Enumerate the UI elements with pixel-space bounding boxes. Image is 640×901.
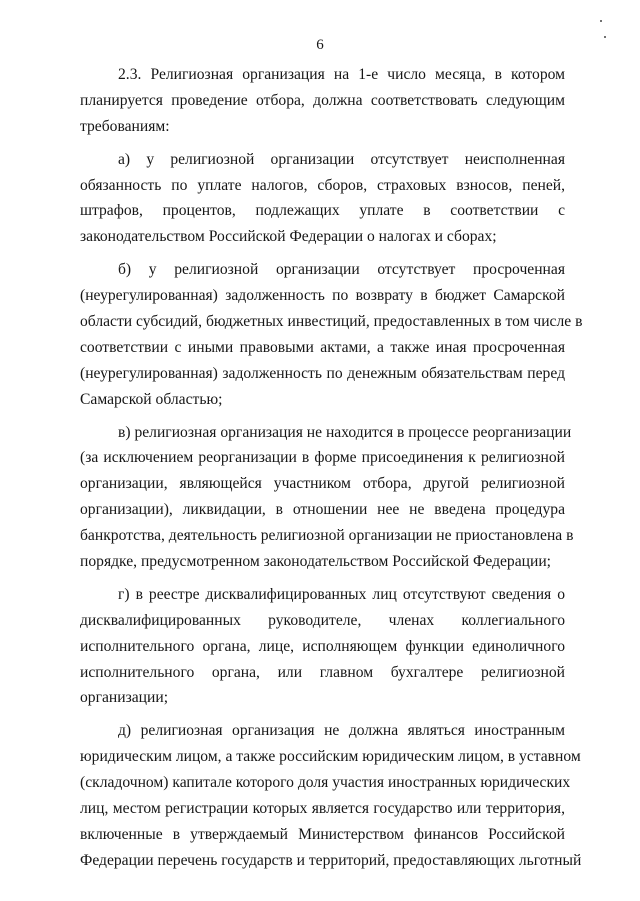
text-line: организации, являющейся участником отбора, другой религиозной — [80, 475, 565, 493]
text-line: юридическим лицом, а также российским юридическим лицом, в уставном — [80, 748, 581, 766]
text-line: (за исключением реорганизации в форме присоединения к религиозной — [80, 449, 565, 467]
paragraph-p-2-3 — [80, 62, 565, 140]
text-line: а) у религиозной организации отсутствует неисполненная — [118, 150, 565, 168]
scan-speck — [604, 36, 606, 38]
text-line: соответствии с иными правовыми актами, а также иная просроченная — [80, 338, 565, 356]
text-line: Федерации перечень государств и территорий, предоставляющих льготный — [80, 851, 582, 869]
text-line: (неурегулированная) задолженность по денежным обязательствам перед — [80, 364, 565, 382]
document-body — [80, 62, 583, 874]
scan-speck — [600, 20, 602, 22]
text-line: планируется проведение отбора, должна соответствовать следующим — [80, 91, 565, 109]
text-line: области субсидий, бюджетных инвестиций, предоставленных в том числе в — [80, 313, 583, 331]
text-line: банкротства, деятельность религиозной организации не приостановлена в — [80, 527, 574, 545]
text-line: 2.3. Религиозная организация на 1-е число месяца, в котором — [118, 66, 565, 83]
text-line: (неурегулированная) задолженность по возврату в бюджет Самарской — [80, 287, 565, 305]
text-line: исполнительного органа, или главном бухгалтере религиозной — [80, 663, 565, 681]
text-line: исполнительного органа, лице, исполняющем функции единоличного — [80, 637, 565, 655]
text-line: порядке, предусмотренном законодательством Российской Федерации; — [80, 553, 552, 571]
text-line: организации; — [80, 689, 169, 707]
text-line: включенные в утверждаемый Министерством финансов Российской — [80, 825, 565, 843]
paragraph-p-d — [80, 718, 582, 873]
paragraph-p-v — [80, 420, 574, 575]
text-line: дисквалифицированных руководителе, членах коллегиального — [80, 611, 565, 629]
text-line: б) у религиозной организации отсутствует просроченная — [118, 261, 565, 279]
paragraph-p-g — [80, 582, 565, 711]
page-number: 6 — [316, 37, 324, 53]
text-line: штрафов, процентов, подлежащих уплате в соответствии с — [80, 202, 565, 220]
text-line: обязанность по уплате налогов, сборов, страховых взносов, пеней, — [80, 176, 565, 194]
text-line: требованиям: — [80, 117, 170, 135]
text-line: законодательством Российской Федерации о налогах и сборах; — [80, 228, 497, 246]
text-line: в) религиозная организация не находится в процессе реорганизации — [118, 423, 572, 441]
text-line: (складочном) капитале которого доля участия иностранных юридических — [80, 774, 571, 792]
paragraph-p-b — [80, 257, 583, 412]
text-line: Самарской областью; — [80, 390, 223, 408]
paragraph-p-a — [80, 147, 565, 251]
text-line: лиц, местом регистрации которых является государство или территория, — [80, 800, 565, 818]
text-line: организации), ликвидации, в отношении нее не введена процедура — [80, 501, 565, 519]
text-line: г) в реестре дисквалифицированных лиц отсутствуют сведения о — [118, 585, 565, 603]
text-line: д) религиозная организация не должна являться иностранным — [118, 722, 565, 740]
